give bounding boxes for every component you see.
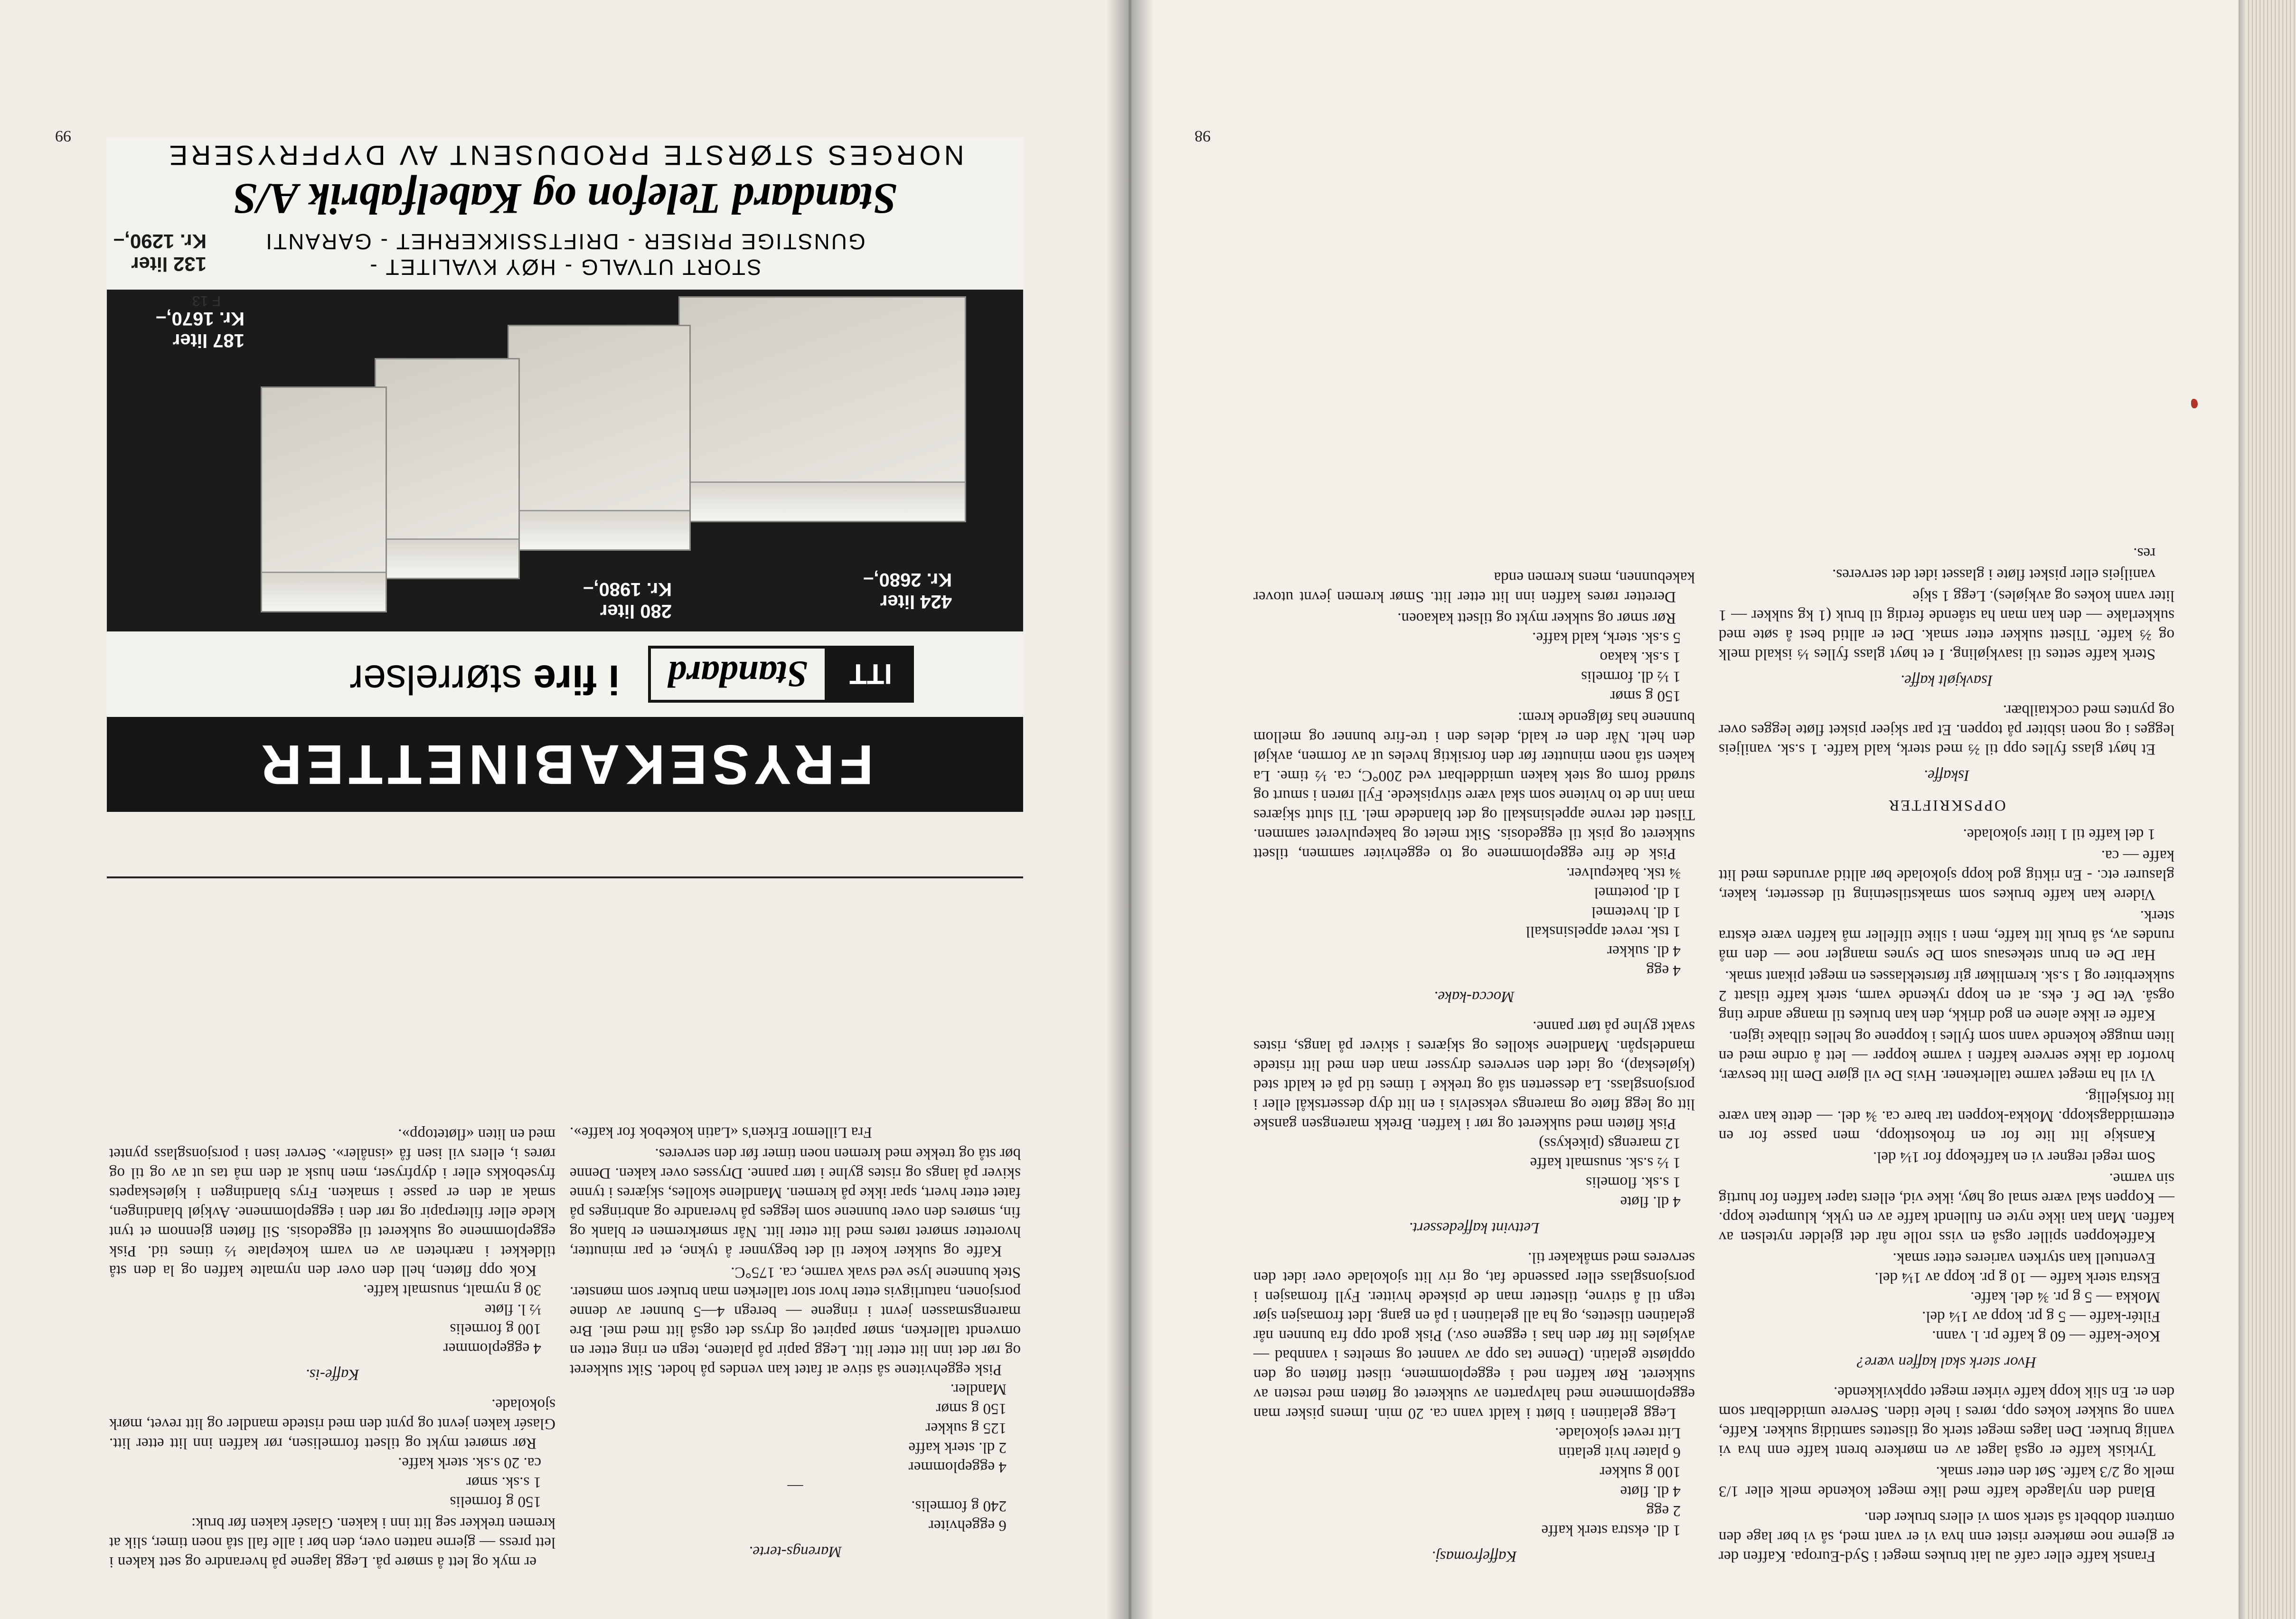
left-page xyxy=(0,0,1130,1619)
right-page-upside-down xyxy=(1130,0,2246,1619)
ingredient: 100 g sukker xyxy=(1600,1463,1681,1480)
paragraph: Har De en brun stekesaus som De synes mangler noe — den må rundes av, så bruk litt kaffe, men i slike tilfeller må kaffen være ekstra sterk. xyxy=(1719,907,2174,963)
sizes-prefix: i fire xyxy=(533,657,620,702)
recipe-title: Kaffe-is. xyxy=(305,1366,359,1383)
paragraph: er myk og lett å smøre på. Legg lagene på hverandre og sett kaken i lett press — gjerne natten over, den bør i alle fall stå noen timer, slik at kremen trekker seg litt inn i kaken. Glasér kaken før bruk: xyxy=(109,1515,555,1571)
ingredient: Litt revet sjokolade. xyxy=(1555,1424,1681,1441)
freezer-cabinet-187 xyxy=(375,358,520,579)
strength-item: Filtér-kaffe — 5 g pr. kopp av 1¼ del. xyxy=(1922,1308,2160,1325)
column-marengs-terte xyxy=(570,1120,1021,1572)
paragraph: Tyrkisk kaffe er også laget av en mørkere brent kaffe enn hva vi vanlig bruker. Den lages meget sterk og tilsettes samtidig sukker. Kaffe, vann og sukker kokes opp, røres i hele tiden. Servere umiddelbart som den er. En slik kopp kaffe virker meget oppkvikkende. xyxy=(1719,1384,2174,1459)
section-title: Fransk kaffe eller café au lait brukes meget i Syd-Europa. Kaffen der er gjerne noe mørkere ristet enn hva vi er vant med, så vi bør lage den omtrent dobbelt så sterk som vi ellers bruker den. xyxy=(1719,1509,2174,1565)
recipes-heading: OPPSKRIFTER xyxy=(1887,797,2006,814)
right-page xyxy=(1130,0,2246,1619)
ad-sizes-heading xyxy=(349,656,620,703)
freezer-cabinet-132 xyxy=(261,386,387,612)
separator: — xyxy=(787,1478,803,1495)
paragraph: Legg gelatinen i bløtt i kaldt vann ca. 20 min. Imens pisker man eggeplommene med halvparten av sukkeret og fløten med resten av sukkeret. Rør kaffen ned i eggeplommene, tilsett fløten og den oppløste gelatin. (Denne tas opp av vannet og smeltes i vannbad — avkjøles litt før den has i eggene osv.) Pisk godt opp fra bunnen når gelatinen tilsettes, og ha all gelatinen i på en gang. Idet fromasjen sjør tegn til å stivne, tilsetter man de piskede hvitter. Fyll fromasjen i porsjonsglass eller passende fat, og riv litt sjokolade over idet den serveres med småkaker til. xyxy=(1253,1249,1695,1422)
ad-producer: NORGES STØRSTE PRODUSENT AV DYPFRYSERE xyxy=(166,140,964,170)
ingredient: 1 s.sk. flomelis xyxy=(1586,1174,1681,1191)
paragraph: 1 del kaffe til 1 liter sjokolade. xyxy=(1963,826,2155,843)
ingredient: 125 g sukker xyxy=(925,1420,1007,1437)
ingredient: 1 s.sk. kakao xyxy=(1600,649,1681,666)
price-label-187 xyxy=(156,308,245,351)
price-label-280 xyxy=(583,578,672,622)
ad-footer xyxy=(107,138,1023,290)
ingredient: 1 s.sk. smør xyxy=(466,1474,541,1491)
recipe-title: Isavkjølt kaffe. xyxy=(1900,672,1993,689)
itt-standard-logo xyxy=(648,646,914,703)
right-page-text xyxy=(1130,52,2246,1619)
ingredient: Mandler. xyxy=(950,1381,1007,1398)
paragraph: Bland den nylagede kaffe med like meget kokende melk eller 1/3 melk og 2/3 kaffe. Søt den etter smak. xyxy=(1719,1463,2174,1500)
paragraph: Et høyt glass fylles opp til ⅔ med sterk, kald kaffe. 1 s.sk. vaniljeis legges i og noen isbiter på toppen. Et par skjeer pisket fløte legges over og pyntes med cocktailbær. xyxy=(1719,702,2174,758)
ingredient: 12 marengs (pikekyss) xyxy=(1539,1135,1681,1152)
strength-item: Ekstra sterk kaffe — 10 g pr. kopp av 1¼ del. xyxy=(1874,1269,2160,1286)
column-recipes xyxy=(1253,565,1695,1576)
left-page-upside-down xyxy=(0,0,1130,1619)
recipe-title: Lettvint kaffedessert. xyxy=(1409,1219,1540,1236)
paragraph: Eventuell kan styrken varieres etter smak. xyxy=(1892,1250,2155,1267)
ad-title: FRYSEKABINETTER xyxy=(107,717,1023,812)
page-number: 99 xyxy=(55,127,71,145)
freezer-cabinet-424 xyxy=(678,296,966,522)
logo-standard: Standard xyxy=(648,646,828,703)
paragraph: Kaffe og sukker koker til det begynner å tykne, et par minutter, hvoretter smøret røres med litt etter litt. Når smørkremen er blank og fin, smøres den over bunnene som legges på hverandre og anbringes på fatet etter hvert, spar ikke på kremen. Mandlene skolles, skjæres i tynne skiver på langs og ristes gylne i tørr panne. Drysses over kaken. Denne bør stå og trekke med kremen noen timer før den serveres. xyxy=(570,1145,1021,1260)
paragraph: Videre kan kaffe brukes som smakstilsetning til desserter, kaker, glasurer etc. - En riktig god kopp sjokolade bør alltid avrundes med litt kaffe — ca. xyxy=(1719,847,2174,903)
cabinet-price: Kr. 1670,– xyxy=(156,308,245,329)
ad-company: Standard Telefon og Kabelfabrik A/S xyxy=(233,175,897,223)
paragraph: res. xyxy=(2133,545,2155,562)
cabinet-liters: 132 liter xyxy=(131,253,207,275)
paragraph: Pisk de fire eggeplommene og to eggehviter sammen, tilsett sukkeret og pisk til eggedosis. Sikt melet og bakepulveret sammen. Tilsett det revne appelsinskall og det blandede mel. Til slutt skjæres man inn de to hvitene som skal være stivpiskede. Fyll røren i smurt og strødd form og stek kaken umiddelbart ved 200°C, ca. ½ time. La kaken stå noen minutter før den forsiktig hveles ut av formen, avkjøl den helt. Når den er kald, deles den i tre-fire bunner og mellom bunnene has følgende krem: xyxy=(1253,709,1695,862)
paragraph: Rør smør og sukker mykt og tilsett kakaoen. xyxy=(1397,610,1676,627)
ingredient: 4 eggeplommer xyxy=(443,1340,541,1357)
recipe-title: Marengs-terte. xyxy=(749,1543,842,1560)
book-gutter-shadow xyxy=(1106,0,1154,1619)
ad-tagline-1: STORT UTVALG - HØY KVALITET - xyxy=(368,255,762,280)
strength-item: Mokka — 5 g pr. ¾ del. kaffe. xyxy=(1970,1289,2160,1306)
strength-item: Koke-kaffe — 60 g kaffe pr. l. vann. xyxy=(1932,1327,2160,1345)
paragraph: Kok opp fløten, hell den over den nymalte kaffen og la den stå tildekket i nærheten av en varm kokeplate ½ times tid. Pisk eggeplommene og sukkeret til eggedosis. Sil fløten gjennom et tynt klede eller filterpapir og rør den i eggeplommene. Avkjøl blandingen, smak at den er passe i smaken. Frys blandingen i kjøleskapets frysebokks eller i dypfryser, men husk at den må tas ut av og til og røres i, ellers vil isen få «isnåler». Server isen i porsjonsglass pyntet med en liten «fløtetopp». xyxy=(109,1126,555,1279)
ingredient: 4 eggeplommer xyxy=(908,1459,1007,1476)
paragraph: Kaffekoppen spiller også en viss rolle når det gjelder nytelsen av kaffen. Man kan ikke nyte en fullendt kaffe av en tykk, klumpete kopp. — Koppen skal være smal og høy, ikke vid, ellers taper kaffen for hurtig sin varme. xyxy=(1719,1170,2174,1245)
paragraph: Pisk fløten med sukkeret og rør i kaffen. Brekk marengsen ganske litt og legg fløte og marengs vekselvis i en litt dyp dessertskål eller i porsjonsglass. La desserten stå og trekke 1 times tid på et kaldt sted (kjøleskap), og idet den serveres drysser man den med litt ristede mandelspån. Mandlene skolles og skjæres i skiver på langs, ristes svakt gylne på tørr panne. xyxy=(1253,1018,1695,1132)
left-page-text xyxy=(0,888,1130,1619)
ingredient: 2 egg xyxy=(1646,1502,1681,1519)
ingredient: ca. 20 s.sk. sterk kaffe. xyxy=(398,1454,541,1471)
ingredient: 4 dl. sukker xyxy=(1607,942,1681,960)
sizes-word: størrelser xyxy=(349,657,522,702)
ingredient: 1 dl. potetmel xyxy=(1594,884,1681,901)
cabinet-price: Kr. 1980,– xyxy=(583,579,672,600)
ingredient: 30 g nymalt, snusmalt kaffe. xyxy=(363,1281,541,1299)
ingredient: 150 g smør xyxy=(936,1400,1007,1417)
column-kaffe-is xyxy=(109,1122,555,1572)
ingredient: 1 dl. ekstra sterk kaffe xyxy=(1541,1522,1681,1539)
ingredient: 6 plater hvit gelatin xyxy=(1558,1444,1681,1461)
ingredient: 1 ½ dl. formelis xyxy=(1581,668,1681,685)
recipe-title: Mocca-kake. xyxy=(1434,988,1515,1005)
ad-tag-code: F 13 xyxy=(192,293,221,309)
paragraph: vaniljeis eller pisket fløte i glasset idet det serveres. xyxy=(1832,566,2155,583)
ingredient: 4 dl. fløte xyxy=(1620,1193,1681,1210)
ingredient: 4 egg xyxy=(1646,962,1681,979)
logo-itt: ITT xyxy=(828,646,914,703)
ingredient: 150 g smør xyxy=(1610,687,1681,705)
freezer-advertisement xyxy=(107,138,1023,812)
ingredient: 240 g formelis. xyxy=(911,1497,1007,1515)
paragraph: Deretter røres kaffen inn litt etter litt. Smør kremen jevnt utover kakebunnen, mens kremen enda xyxy=(1253,569,1695,605)
divider-rule xyxy=(107,876,1023,878)
paragraph: Som regel regner vi en kaffekopp for 1¼ del. xyxy=(1873,1148,2155,1166)
ingredient: ½ l. fløte xyxy=(484,1301,541,1318)
paragraph: Rør smøret mykt og tilsett formelisen, rør kaffen inn litt etter litt. Glasér kaken jevnt og pynt den med ristede mandler og litt revet, mørk sjokolade. xyxy=(109,1396,555,1452)
freezer-cabinet-280 xyxy=(508,325,691,551)
ingredient: 5 s.sk. sterk, kald kaffe. xyxy=(1532,629,1681,646)
page-number: 98 xyxy=(1195,127,1211,145)
ingredient: 150 g formelis xyxy=(450,1493,541,1510)
ingredient: ¾ tsk. bakepulver. xyxy=(1566,865,1681,882)
ingredient: 2 dl. sterk kaffe xyxy=(908,1439,1007,1456)
ingredient: 4 dl. fløte xyxy=(1620,1483,1681,1500)
ingredient: 6 eggehviter xyxy=(928,1517,1007,1534)
ingredient: 1 tsk. revet appelsinskall xyxy=(1525,923,1681,940)
red-ink-mark xyxy=(2191,399,2198,408)
paragraph: Kaffe er ikke alene en god drikk, den kan brukes til mange andre ting også. Vet De f. eks. at en kopp rykende varm, sterk kaffe tilsatt 2 sukkerbiter og 1 s.sk. kremlikør gir førsteklasses en meget pikant smak. xyxy=(1719,968,2174,1024)
cabinet-price: Kr. 1290,– xyxy=(113,230,207,253)
cabinet-price: Kr. 2680,– xyxy=(863,569,952,590)
ingredient: 1 dl. hvetemel xyxy=(1591,904,1681,921)
cabinet-liters: 187 liter xyxy=(172,330,245,351)
paragraph: Pisk eggehvitene så stive at fatet kan vendes på hodet. Sikt sukkeret og rør det inn litt etter litt. Legg papir på platene, tegn en ring etter en omvendt tallerken, smør papiret og dryss det også litt med mel. Bre marengsmassen jevnt i ringene — beregn 4—5 bunner av denne porsjonen, naturligvis etter hvor stor tallerken man bruker som mønster. Stek bunnene lyse ved svak varme, ca. 175°C. xyxy=(570,1264,1021,1378)
recipe-title: Iskaffe. xyxy=(1923,767,1970,784)
cabinet-liters: 424 liter xyxy=(880,591,952,612)
recipe-title: Kaffefromasj. xyxy=(1431,1548,1517,1565)
paragraph: Kanskje litt lite for en frokostkopp, men passe for en ettermiddagskopp. Mokka-koppen tar bare ca. ¾ del. — dette kan være litt forskjellig. xyxy=(1719,1088,2174,1144)
column-coffee-general xyxy=(1719,541,2174,1576)
page-block-edges xyxy=(2246,0,2296,1619)
credit-line: Fra Lillemor Erken's «Latin kokebok for kaffe». xyxy=(570,1124,872,1141)
section-title: Hvor sterk skal kaffen være? xyxy=(1856,1354,2037,1371)
cabinet-liters: 280 liter xyxy=(600,601,672,621)
ad-tagline-2: GUNSTIGE PRISER - DRIFTSSIKKERHET - GARANTI xyxy=(264,229,866,254)
ingredient: 100 g formelis xyxy=(450,1320,541,1337)
paragraph: Vi vil ha meget varme tallerkener. Hvis De vil gjøre Dem litt besvær, hvorfor da ikke servere kaffen i varme kopper — lett å ordne med en liten mugge kokende vann som fylles i koppene og helles tilbake igjen. xyxy=(1719,1028,2174,1084)
freezer-photo xyxy=(107,290,1023,631)
ingredient: 1 ½ s.sk. snusmalt kaffe xyxy=(1530,1154,1681,1171)
price-label-424 xyxy=(863,569,952,612)
paragraph: Sterk kaffe settes til isavkjøling. I et høyt glass fylles ⅓ iskald melk og ⅔ kaffe. Tilsett sukker etter smak. Det er alltid best å søte med sukkerlake — den kan man ha stående ferdig til bruk (1 kg sukker — 1 liter vann kokes og avkjøles). Legg 1 skje xyxy=(1719,587,2174,663)
